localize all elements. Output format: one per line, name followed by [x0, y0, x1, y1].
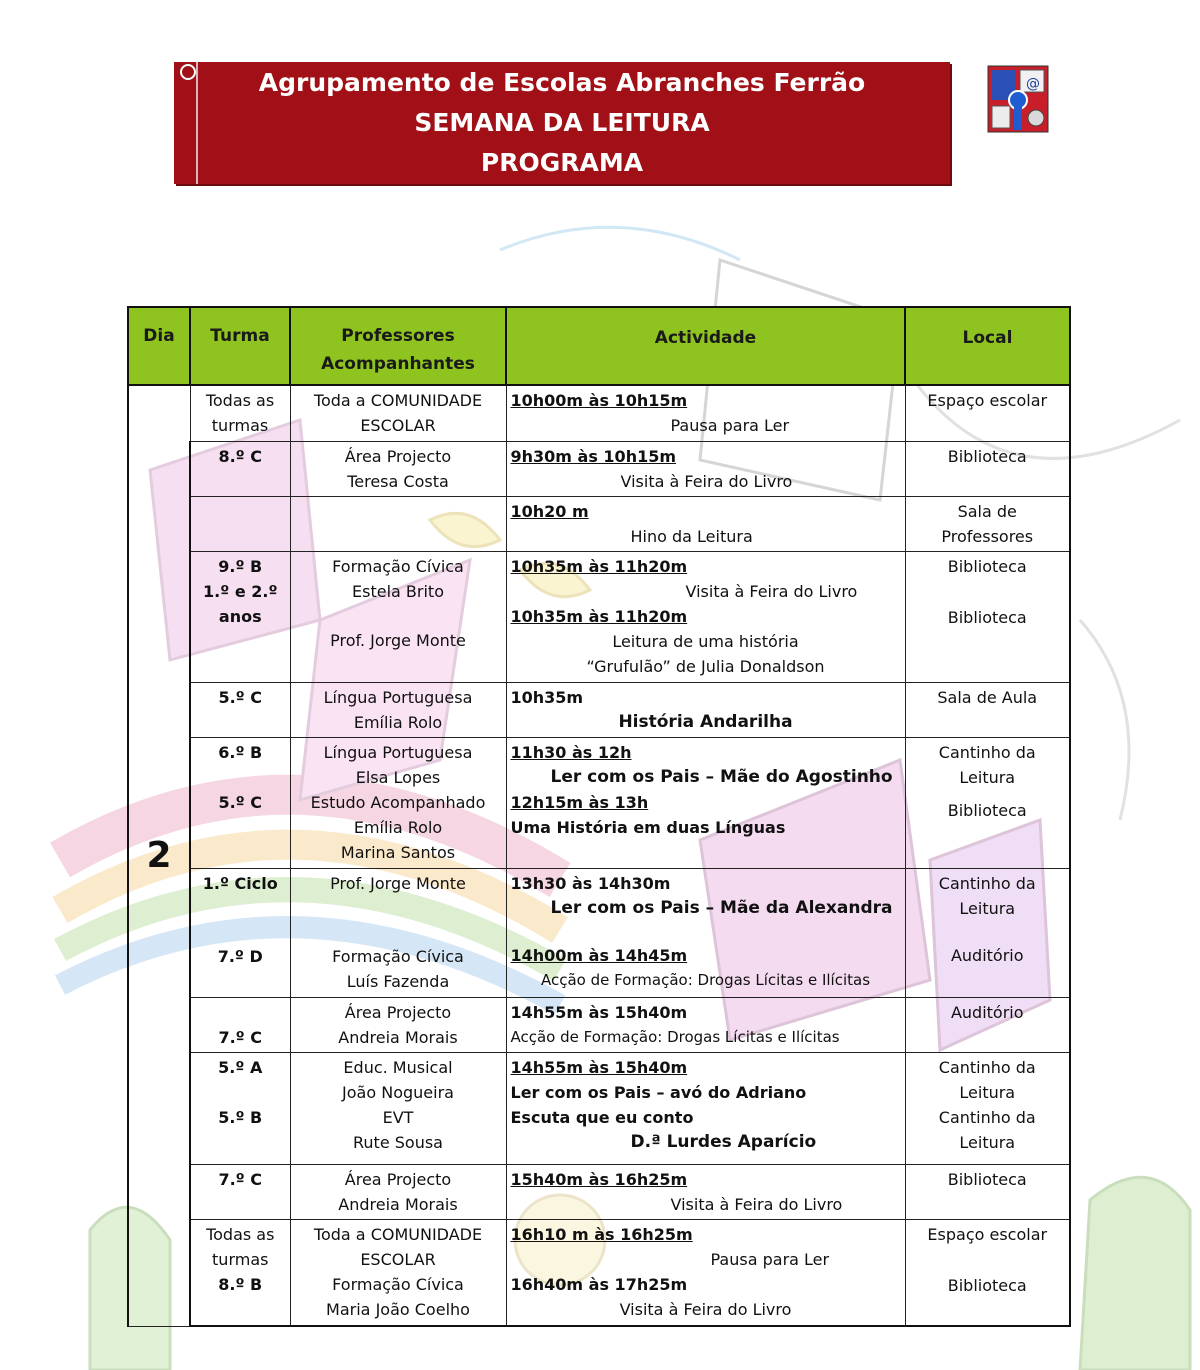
turma-cell: Todas as turmas — [190, 385, 290, 441]
professores-cell: Formação Cívica Estela Brito Prof. Jorge Monte — [290, 551, 506, 682]
turma-cell: 9.º B 1.º e 2.º anos — [190, 551, 290, 682]
professores-cell: Área Projecto Teresa Costa — [290, 441, 506, 496]
professores-cell: Língua Portuguesa Emília Rolo — [290, 682, 506, 737]
local-cell: Espaço escolar Biblioteca — [905, 1219, 1070, 1326]
professores-cell: Área Projecto Andreia Morais — [290, 997, 506, 1052]
school-logo-icon — [986, 62, 1052, 138]
professores-cell: Educ. Musical João Nogueira EVT Rute Sousa — [290, 1052, 506, 1164]
table-row — [128, 868, 1070, 997]
day-number: 2 — [128, 385, 190, 1326]
program-title: PROGRAMA — [480, 148, 644, 177]
turma-cell: Todas as turmas 8.º B — [190, 1219, 290, 1326]
professores-cell: Língua Portuguesa Elsa Lopes Estudo Acompanhado Emília Rolo Marina Santos — [290, 737, 506, 868]
local-cell: Biblioteca Biblioteca — [905, 551, 1070, 682]
professores-cell: Prof. Jorge Monte Formação Cívica Luís Fazenda — [290, 868, 506, 997]
turma-cell: 7.º C — [190, 1164, 290, 1219]
professores-cell: Toda a COMUNIDADE ESCOLAR Formação Cívica Maria João Coelho — [290, 1219, 506, 1326]
table-row — [128, 682, 1070, 737]
turma-cell: 1.º Ciclo 7.º D — [190, 868, 290, 997]
table-row — [128, 1164, 1070, 1219]
professores-cell: Toda a COMUNIDADE ESCOLAR — [290, 385, 506, 441]
svg-text:@: @ — [1026, 76, 1040, 92]
table-row — [128, 385, 1070, 441]
table-row — [128, 737, 1070, 868]
local-cell: Auditório — [905, 997, 1070, 1052]
turma-cell — [190, 496, 290, 551]
header-local: Local — [905, 307, 1070, 385]
local-cell: Cantinho da Leitura Biblioteca — [905, 737, 1070, 868]
table-row — [128, 997, 1070, 1052]
table-row — [128, 1219, 1070, 1326]
school-name: Agrupamento de Escolas Abranches Ferrão — [258, 68, 866, 97]
activity-cell: 13h30 às 14h30m Ler com os Pais – Mãe da Alexandra 14h00m às 14h45m Acção de Formação: Drogas Lícitas e Ilícitas — [506, 868, 905, 997]
turma-cell: 8.º C — [190, 441, 290, 496]
table-header-row — [128, 307, 1070, 385]
activity-cell: 14h55m às 15h40m Ler com os Pais – avó do Adriano Escuta que eu conto D.ª Lurdes Aparício — [506, 1052, 905, 1164]
activity-cell: 15h40m às 16h25m Visita à Feira do Livro — [506, 1164, 905, 1219]
table-row — [128, 496, 1070, 551]
local-cell: Cantinho da Leitura Auditório — [905, 868, 1070, 997]
local-cell: Sala de Aula — [905, 682, 1070, 737]
turma-cell: 5.º A 5.º B — [190, 1052, 290, 1164]
professores-cell: Área Projecto Andreia Morais — [290, 1164, 506, 1219]
activity-cell: 10h20 m Hino da Leitura — [506, 496, 905, 551]
local-cell: Cantinho da Leitura Cantinho da Leitura — [905, 1052, 1070, 1164]
header-professores: Professores Acompanhantes — [290, 307, 506, 385]
header-actividade: Actividade — [506, 307, 905, 385]
local-cell: Biblioteca — [905, 441, 1070, 496]
activity-cell: 16h10 m às 16h25m Pausa para Ler 16h40m às 17h25m Visita à Feira do Livro — [506, 1219, 905, 1326]
activity-cell: 11h30 às 12h Ler com os Pais – Mãe do Agostinho 12h15m às 13h Uma História em duas Línguas — [506, 737, 905, 868]
local-cell: Sala de Professores — [905, 496, 1070, 551]
local-cell: Biblioteca — [905, 1164, 1070, 1219]
turma-cell: 7.º C — [190, 997, 290, 1052]
professores-cell — [290, 496, 506, 551]
event-title: SEMANA DA LEITURA — [414, 108, 710, 137]
activity-cell: 10h35m às 11h20m Visita à Feira do Livro 10h35m às 11h20m Leitura de uma história “Grufulão” de Julia Donaldson — [506, 551, 905, 682]
activity-cell: 9h30m às 10h15m Visita à Feira do Livro — [506, 441, 905, 496]
header-dia: Dia — [128, 307, 190, 385]
header-banner — [174, 62, 950, 184]
activity-cell: 10h00m às 10h15m Pausa para Ler — [506, 385, 905, 441]
local-cell: Espaço escolar — [905, 385, 1070, 441]
turma-cell: 5.º C — [190, 682, 290, 737]
turma-cell: 6.º B 5.º C — [190, 737, 290, 868]
activity-cell: 10h35m História Andarilha — [506, 682, 905, 737]
table-row — [128, 1052, 1070, 1164]
activity-cell: 14h55m às 15h40m Acção de Formação: Drogas Lícitas e Ilícitas — [506, 997, 905, 1052]
program-table — [127, 306, 1071, 1327]
header-turma: Turma — [190, 307, 290, 385]
table-row — [128, 441, 1070, 496]
table-row — [128, 551, 1070, 682]
